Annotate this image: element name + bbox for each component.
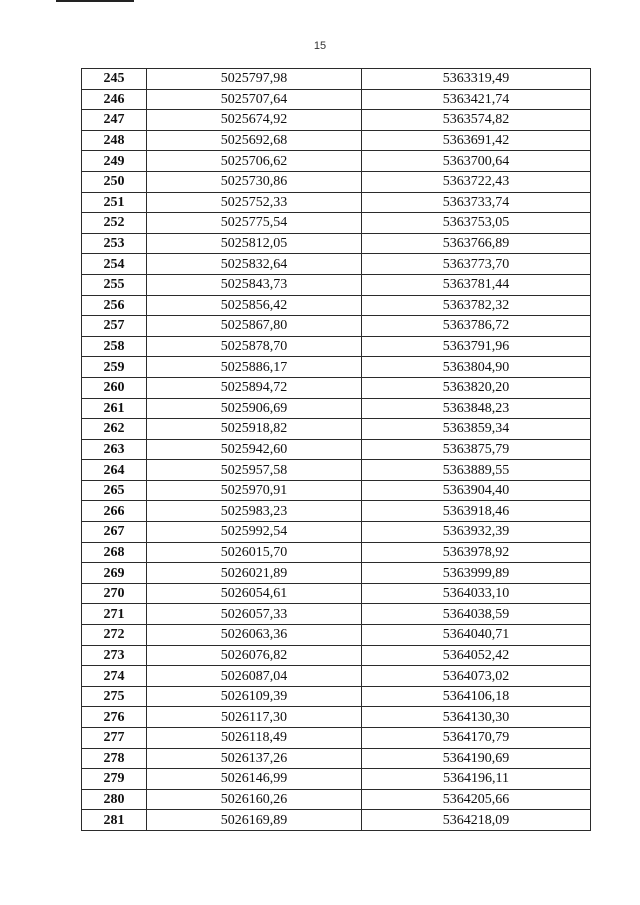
coordinates-table-body: [82, 69, 591, 831]
point-number-cell: 263: [82, 439, 147, 460]
table-row: [82, 274, 591, 295]
table-row: [82, 336, 591, 357]
table-row: [82, 316, 591, 337]
y-coordinate-cell: 5364073,02: [362, 666, 591, 687]
y-coordinate-cell: 5364218,09: [362, 810, 591, 831]
coordinates-table: [81, 68, 591, 831]
table-row: [82, 810, 591, 831]
table-row: [82, 563, 591, 584]
y-coordinate-cell: 5364190,69: [362, 748, 591, 769]
table-row: [82, 69, 591, 90]
point-number-cell: 252: [82, 213, 147, 234]
y-coordinate-cell: 5363733,74: [362, 192, 591, 213]
table-row: [82, 254, 591, 275]
x-coordinate-cell: 5025918,82: [147, 419, 362, 440]
y-coordinate-cell: 5363889,55: [362, 460, 591, 481]
point-number-cell: 257: [82, 316, 147, 337]
y-coordinate-cell: 5363781,44: [362, 274, 591, 295]
x-coordinate-cell: 5025707,64: [147, 89, 362, 110]
point-number-cell: 255: [82, 274, 147, 295]
y-coordinate-cell: 5363999,89: [362, 563, 591, 584]
point-number-cell: 260: [82, 377, 147, 398]
y-coordinate-cell: 5363766,89: [362, 233, 591, 254]
x-coordinate-cell: 5025906,69: [147, 398, 362, 419]
x-coordinate-cell: 5025867,80: [147, 316, 362, 337]
table-row: [82, 295, 591, 316]
y-coordinate-cell: 5363932,39: [362, 522, 591, 543]
y-coordinate-cell: 5363918,46: [362, 501, 591, 522]
point-number-cell: 265: [82, 480, 147, 501]
x-coordinate-cell: 5025843,73: [147, 274, 362, 295]
y-coordinate-cell: 5363848,23: [362, 398, 591, 419]
y-coordinate-cell: 5363875,79: [362, 439, 591, 460]
point-number-cell: 269: [82, 563, 147, 584]
x-coordinate-cell: 5026015,70: [147, 542, 362, 563]
point-number-cell: 266: [82, 501, 147, 522]
table-row: [82, 728, 591, 749]
y-coordinate-cell: 5363421,74: [362, 89, 591, 110]
y-coordinate-cell: 5363319,49: [362, 69, 591, 90]
y-coordinate-cell: 5364196,11: [362, 769, 591, 790]
x-coordinate-cell: 5026063,36: [147, 625, 362, 646]
x-coordinate-cell: 5026087,04: [147, 666, 362, 687]
table-row: [82, 151, 591, 172]
y-coordinate-cell: 5363820,20: [362, 377, 591, 398]
point-number-cell: 256: [82, 295, 147, 316]
table-row: [82, 130, 591, 151]
table-row: [82, 542, 591, 563]
x-coordinate-cell: 5026021,89: [147, 563, 362, 584]
point-number-cell: 248: [82, 130, 147, 151]
y-coordinate-cell: 5364205,66: [362, 789, 591, 810]
table-row: [82, 460, 591, 481]
table-row: [82, 357, 591, 378]
x-coordinate-cell: 5025886,17: [147, 357, 362, 378]
point-number-cell: 245: [82, 69, 147, 90]
page-number: 15: [313, 40, 327, 52]
y-coordinate-cell: 5363804,90: [362, 357, 591, 378]
x-coordinate-cell: 5025894,72: [147, 377, 362, 398]
y-coordinate-cell: 5364170,79: [362, 728, 591, 749]
x-coordinate-cell: 5025674,92: [147, 110, 362, 131]
point-number-cell: 271: [82, 604, 147, 625]
x-coordinate-cell: 5026057,33: [147, 604, 362, 625]
point-number-cell: 279: [82, 769, 147, 790]
header-rule: [56, 0, 134, 2]
y-coordinate-cell: 5364106,18: [362, 686, 591, 707]
point-number-cell: 259: [82, 357, 147, 378]
x-coordinate-cell: 5025856,42: [147, 295, 362, 316]
y-coordinate-cell: 5363786,72: [362, 316, 591, 337]
y-coordinate-cell: 5363700,64: [362, 151, 591, 172]
x-coordinate-cell: 5025983,23: [147, 501, 362, 522]
point-number-cell: 268: [82, 542, 147, 563]
table-row: [82, 171, 591, 192]
y-coordinate-cell: 5363859,34: [362, 419, 591, 440]
x-coordinate-cell: 5025812,05: [147, 233, 362, 254]
table-row: [82, 480, 591, 501]
x-coordinate-cell: 5026109,39: [147, 686, 362, 707]
x-coordinate-cell: 5026169,89: [147, 810, 362, 831]
table-row: [82, 213, 591, 234]
point-number-cell: 281: [82, 810, 147, 831]
point-number-cell: 274: [82, 666, 147, 687]
y-coordinate-cell: 5363791,96: [362, 336, 591, 357]
table-row: [82, 583, 591, 604]
y-coordinate-cell: 5364040,71: [362, 625, 591, 646]
x-coordinate-cell: 5025706,62: [147, 151, 362, 172]
point-number-cell: 280: [82, 789, 147, 810]
x-coordinate-cell: 5025797,98: [147, 69, 362, 90]
x-coordinate-cell: 5025752,33: [147, 192, 362, 213]
y-coordinate-cell: 5363904,40: [362, 480, 591, 501]
x-coordinate-cell: 5025942,60: [147, 439, 362, 460]
point-number-cell: 258: [82, 336, 147, 357]
table-row: [82, 686, 591, 707]
y-coordinate-cell: 5364052,42: [362, 645, 591, 666]
table-row: [82, 769, 591, 790]
table-row: [82, 501, 591, 522]
table-row: [82, 377, 591, 398]
table-row: [82, 192, 591, 213]
table-row: [82, 522, 591, 543]
x-coordinate-cell: 5026054,61: [147, 583, 362, 604]
table-row: [82, 666, 591, 687]
table-row: [82, 89, 591, 110]
table-row: [82, 748, 591, 769]
y-coordinate-cell: 5364038,59: [362, 604, 591, 625]
point-number-cell: 273: [82, 645, 147, 666]
y-coordinate-cell: 5363773,70: [362, 254, 591, 275]
x-coordinate-cell: 5025992,54: [147, 522, 362, 543]
point-number-cell: 270: [82, 583, 147, 604]
point-number-cell: 267: [82, 522, 147, 543]
point-number-cell: 250: [82, 171, 147, 192]
table-row: [82, 645, 591, 666]
point-number-cell: 278: [82, 748, 147, 769]
table-row: [82, 604, 591, 625]
point-number-cell: 275: [82, 686, 147, 707]
point-number-cell: 276: [82, 707, 147, 728]
point-number-cell: 246: [82, 89, 147, 110]
point-number-cell: 254: [82, 254, 147, 275]
y-coordinate-cell: 5364033,10: [362, 583, 591, 604]
point-number-cell: 251: [82, 192, 147, 213]
y-coordinate-cell: 5363574,82: [362, 110, 591, 131]
x-coordinate-cell: 5026160,26: [147, 789, 362, 810]
y-coordinate-cell: 5364130,30: [362, 707, 591, 728]
x-coordinate-cell: 5026118,49: [147, 728, 362, 749]
y-coordinate-cell: 5363753,05: [362, 213, 591, 234]
table-row: [82, 439, 591, 460]
point-number-cell: 264: [82, 460, 147, 481]
x-coordinate-cell: 5026137,26: [147, 748, 362, 769]
point-number-cell: 277: [82, 728, 147, 749]
table-row: [82, 398, 591, 419]
x-coordinate-cell: 5026117,30: [147, 707, 362, 728]
x-coordinate-cell: 5025730,86: [147, 171, 362, 192]
y-coordinate-cell: 5363722,43: [362, 171, 591, 192]
point-number-cell: 247: [82, 110, 147, 131]
x-coordinate-cell: 5025832,64: [147, 254, 362, 275]
x-coordinate-cell: 5025970,91: [147, 480, 362, 501]
y-coordinate-cell: 5363691,42: [362, 130, 591, 151]
point-number-cell: 261: [82, 398, 147, 419]
point-number-cell: 249: [82, 151, 147, 172]
x-coordinate-cell: 5025878,70: [147, 336, 362, 357]
table-row: [82, 110, 591, 131]
x-coordinate-cell: 5026146,99: [147, 769, 362, 790]
table-row: [82, 707, 591, 728]
table-row: [82, 789, 591, 810]
table-row: [82, 233, 591, 254]
point-number-cell: 262: [82, 419, 147, 440]
table-row: [82, 625, 591, 646]
point-number-cell: 272: [82, 625, 147, 646]
point-number-cell: 253: [82, 233, 147, 254]
x-coordinate-cell: 5025775,54: [147, 213, 362, 234]
x-coordinate-cell: 5025692,68: [147, 130, 362, 151]
x-coordinate-cell: 5026076,82: [147, 645, 362, 666]
table-row: [82, 419, 591, 440]
y-coordinate-cell: 5363782,32: [362, 295, 591, 316]
x-coordinate-cell: 5025957,58: [147, 460, 362, 481]
y-coordinate-cell: 5363978,92: [362, 542, 591, 563]
